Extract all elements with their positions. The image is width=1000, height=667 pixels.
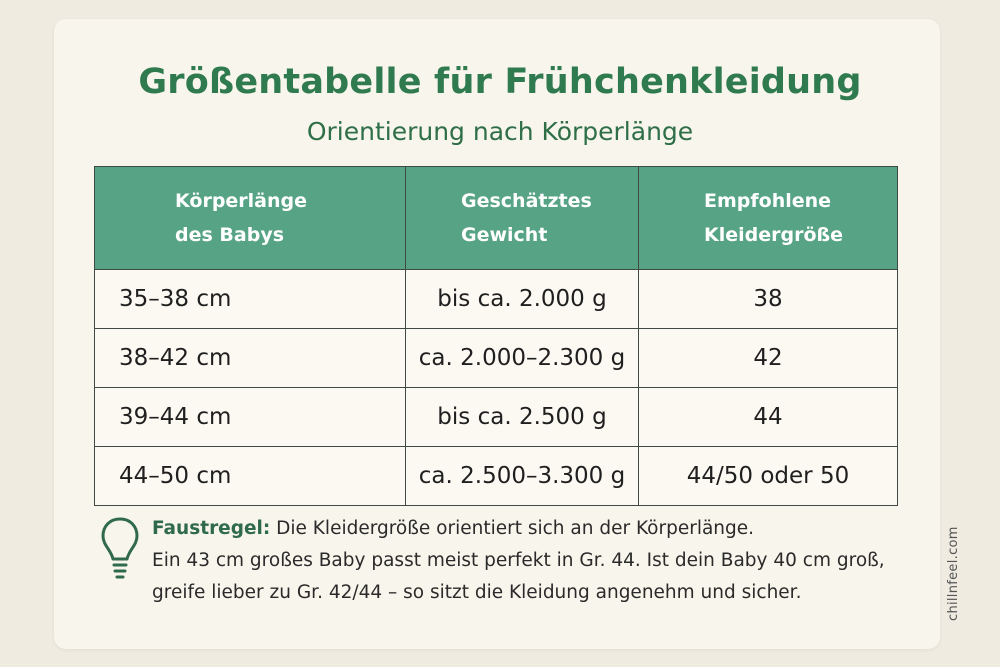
cell-length: 38–42 cm — [95, 329, 406, 388]
cell-weight: ca. 2.500–3.300 g — [406, 447, 639, 506]
page-subtitle: Orientierung nach Körperlänge — [306, 117, 694, 146]
tip-text — [152, 513, 904, 609]
cell-weight: bis ca. 2.500 g — [406, 388, 639, 447]
header-line: Gewicht — [461, 224, 548, 246]
tip-first-line — [152, 513, 904, 545]
header-line: Kleidergröße — [704, 224, 844, 246]
size-table — [94, 166, 898, 506]
table-row — [95, 329, 898, 388]
tip-line1: Die Kleidergröße orientiert sich an der Körperlänge. — [270, 518, 755, 539]
header-line: Körperlänge — [175, 190, 308, 212]
cell-length: 44–50 cm — [95, 447, 406, 506]
cell-weight: bis ca. 2.000 g — [406, 270, 639, 329]
table-header-row — [95, 167, 898, 270]
tip-rest: Ein 43 cm großes Baby passt meist perfekt in Gr. 44. Ist dein Baby 40 cm groß, greife lieber zu Gr. 42/44 – so sitzt die Kleidung angenehm und sicher. — [152, 550, 885, 603]
tip-label: Faustregel: — [152, 518, 271, 539]
page-title: Größentabelle für Frühchenkleidung — [138, 62, 862, 102]
header-line: Empfohlene — [704, 190, 832, 212]
cell-length: 35–38 cm — [95, 270, 406, 329]
header-line: des Babys — [175, 224, 285, 246]
header-size — [639, 167, 898, 270]
lightbulb-icon — [100, 516, 140, 580]
cell-size: 44 — [639, 388, 898, 447]
cell-size: 42 — [639, 329, 898, 388]
header-weight — [406, 167, 639, 270]
brand-watermark: chillnfeel.com — [946, 526, 961, 621]
header-line: Geschätztes — [461, 190, 592, 212]
table-row — [95, 447, 898, 506]
table-row — [95, 270, 898, 329]
cell-length: 39–44 cm — [95, 388, 406, 447]
cell-size: 38 — [639, 270, 898, 329]
table-row — [95, 388, 898, 447]
header-body-length — [95, 167, 406, 270]
cell-weight: ca. 2.000–2.300 g — [406, 329, 639, 388]
cell-size: 44/50 oder 50 — [639, 447, 898, 506]
